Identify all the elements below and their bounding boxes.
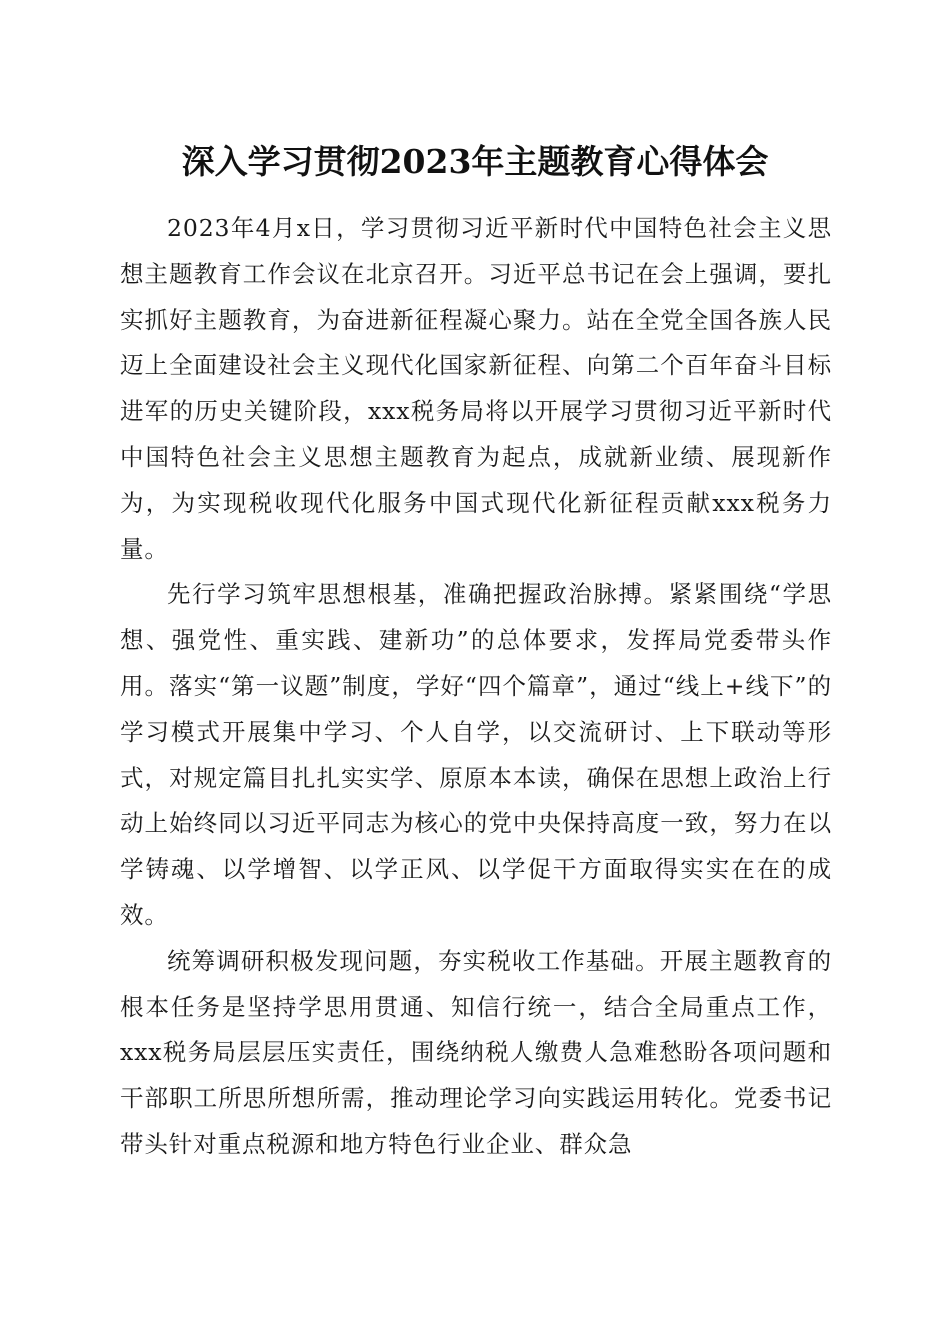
paragraph-1: 2023年4月x日，学习贯彻习近平新时代中国特色社会主义思想主题教育工作会议在北京召开。习近平总书记在会上强调，要扎实抓好主题教育，为奋进新征程凝心聚力。站在全党全国各族人民迈上全面建设社会主义现代化国家新征程、向第二个百年奋斗目标进军的历史关键阶段，xxx税务局将以开展学习贯彻习近平新时代中国特色社会主义思想主题教育为起点，成就新业绩、展现新作为，为实现税收现代化服务中国式现代化新征程贡献xxx税务力量。 (120, 214, 832, 563)
document-body (120, 206, 832, 1168)
document-title: 深入学习贯彻2023年主题教育心得体会 (181, 142, 769, 181)
paragraph-3: 统筹调研积极发现问题，夯实税收工作基础。开展主题教育的根本任务是坚持学思用贯通、知信行统一，结合全局重点工作，xxx税务局层层压实责任，围绕纳税人缴费人急难愁盼各项问题和干部职工所思所想所需，推动理论学习向实践运用转化。党委书记带头针对重点税源和地方特色行业企业、群众急 (120, 946, 832, 1158)
paragraph-2: 先行学习筑牢思想根基，准确把握政治脉搏。紧紧围绕“学思想、强党性、重实践、建新功”的总体要求，发挥局党委带头作用。落实“第一议题”制度，学好“四个篇章”，通过“线上+线下”的学习模式开展集中学习、个人自学，以交流研讨、上下联动等形式，对规定篇目扎扎实实学、原原本本读，确保在思想上政治上行动上始终同以习近平同志为核心的党中央保持高度一致，努力在以学铸魂、以学增智、以学正风、以学促干方面取得实实在在的成效。 (120, 580, 832, 929)
